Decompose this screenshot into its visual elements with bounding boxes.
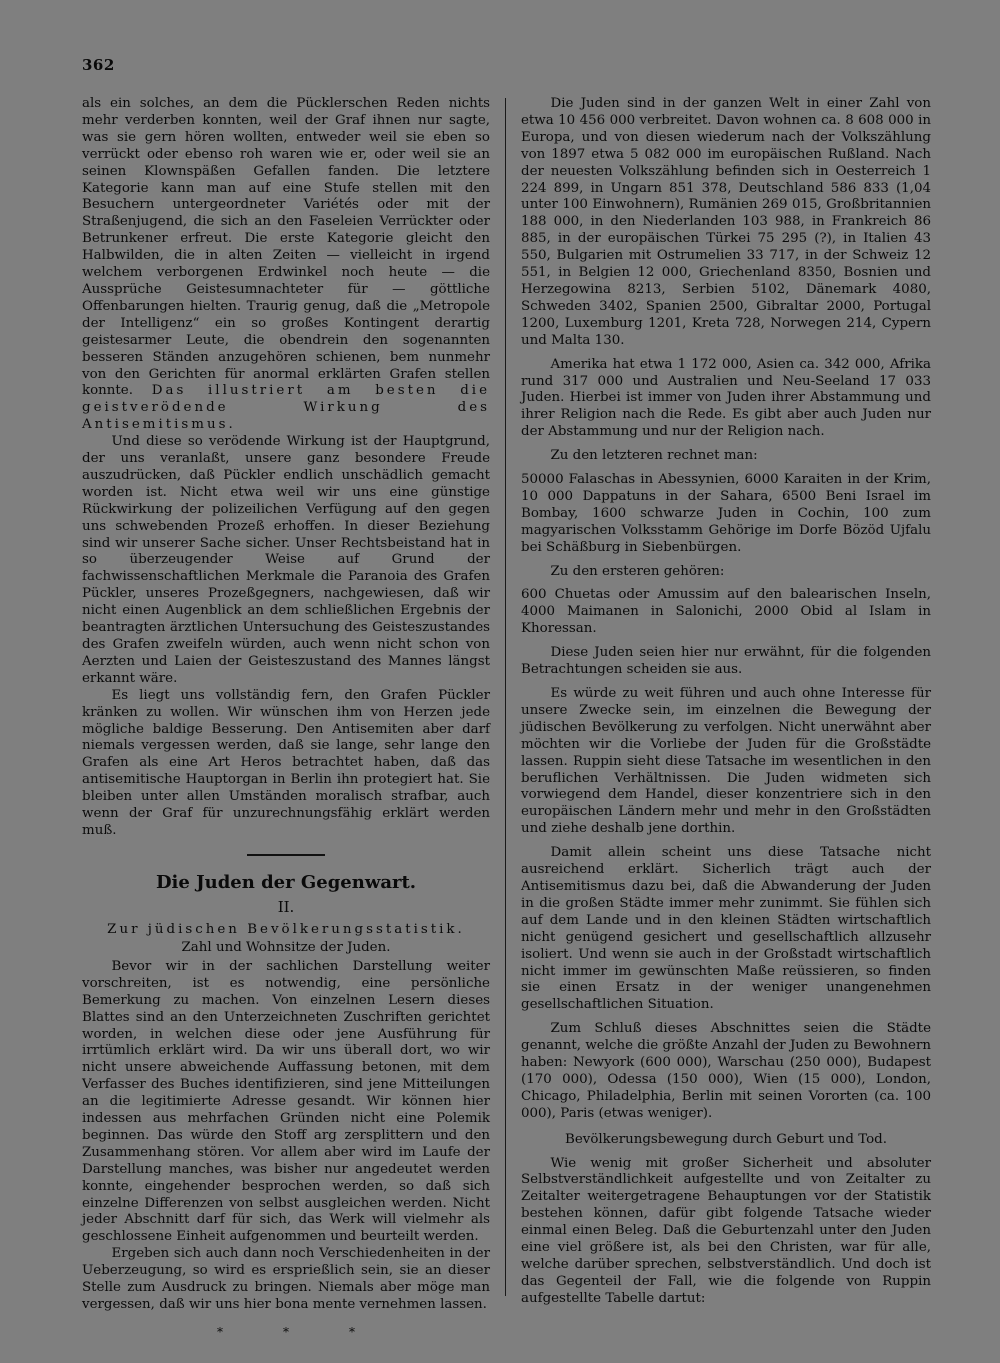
right-paragraph-5: Zu den ersteren gehören: xyxy=(550,563,725,579)
left-paragraph-5: Ergeben sich auch dann noch Verschiedenheiten in der Ueberzeugung, so wird es ersprießlich sein, sie an dieser Stelle zum Ausdruck zu bringen. Niemals aber möge man vergessen, daß wir uns hier bona mente vernehmen lassen. xyxy=(82,1246,490,1312)
left-paragraph-1-spaced-text: Das illustriert am besten die geistverödende Wirkung des Antisemitismus. xyxy=(82,383,490,433)
right-paragraph-10: Zum Schluß dieses Abschnittes seien die Städte genannt, welche die größte Anzahl der Juden zu Bewohnern haben: Newyork (600 000), Warschau (250 000), Budapest (170 000), Odessa (150 000), Wien (15 000), London, Chicago, Philadelphia, Berlin mit seinen Vororten (ca. 100 000), Paris (etwas weniger). xyxy=(521,1021,931,1121)
right-paragraph-6: 600 Chuetas oder Amussim auf den balearischen Inseln, 4000 Maimanen in Salonichi, 2000 Obid al Islam in Khoressan. xyxy=(521,587,931,637)
left-paragraph-1 xyxy=(82,96,490,434)
left-paragraph-1-text: als ein solches, an dem die Pücklerschen Reden nichts mehr verderben konnten, weil der Graf ihnen nur sagte, was sie gern hören wollten, entweder weil sie eben so verrückt oder ebenso roh waren wie er, oder weil sie an seinen Klownspäßen Gefallen fanden. Die letztere Kategorie kann man auf eine Stufe stellen mit den Besuchern untergeordneter Variétés oder mit der Straßenjugend, die sich an den Faseleien Verrückter oder Betrunkener erfreut. Die erste Kategorie gleicht den Halbwilden, die in alten Zeiten — vielleicht in irgend welchem verborgenen Erdwinkel noch heute — die Aussprüche Geistesumnachteter für — göttliche Offenbarungen hielten. Traurig genug, daß die „Metropole der Intelligenz“ ein so großes Kontingent derartig geistesarmer Leute, die obendrein den sogenannten besseren Ständen anzugehören schienen, bem nunmehr von den Gerichten für anormal erklärten Grafen stellen konnte. xyxy=(82,96,490,399)
right-paragraph-11: Wie wenig mit großer Sicherheit und absoluter Selbstverständlichkeit aufgestellte und von Zeitalter zu Zeitalter weitergetragene Behauptungen vor der Statistik bestehen können, dafür gibt folgende Tatsache wieder einmal einen Beleg. Daß die Geburtenzahl unter den Juden eine viel größere ist, als bei den Christen, war für alle, welche darüber sprechen, selbstverständlich. Und doch ist das Gegenteil der Fall, wie die folgende von Ruppin aufgestellte Tabelle dartut: xyxy=(521,1155,931,1306)
asterisk-3: * xyxy=(349,1324,355,1339)
right-paragraph-8: Es würde zu weit führen und auch ohne Interesse für unsere Zwecke sein, im einzelnen die Bewegung der jüdischen Bevölkerung zu verfolgen. Nicht unerwähnt aber möchten wir die Vorliebe der Juden für die Großstädte lassen. Ruppin sieht diese Tatsache im wesentlichen in den beruflichen Verhältnissen. Die Juden widmeten sich vorwiegend dem Handel, dieser konzentriere sich in den europäischen Ländern mehr und mehr in den Großstädten und ziehe deshalb jene dorthin. xyxy=(521,686,931,837)
right-paragraph-1: Die Juden sind in der ganzen Welt in einer Zahl von etwa 10 456 000 verbreitet. Davon wohnen ca. 8 608 000 in Europa, und von diesen wiederum nach der Volkszählung von 1897 etwa 5 082 000 im europäischen Rußland. Nach der neuesten Volkszählung befinden sich in Oesterreich 1 224 899, in Ungarn 851 378, Deutschland 586 833 (1,04 unter 100 Einwohnern), Rumänien 269 015, Großbritannien 188 000, in den Niederlanden 103 988, in Frankreich 86 885, in der europäischen Türkei 75 295 (?), in Italien 43 550, Bulgarien mit Ostrumelien 33 717, in der Schweiz 12 551, in Belgien 12 000, Griechenland 8350, Bosnien und Herzegowina 8213, Serbien 5102, Dänemark 4080, Schweden 3402, Spanien 2500, Gibraltar 2000, Portugal 1200, Luxemburg 1201, Kreta 728, Norwegen 214, Cypern und Malta 130. xyxy=(521,96,931,348)
left-paragraph-3: Es liegt uns vollständig fern, den Grafen Pückler kränken zu wollen. Wir wünschen ihm von Herzen jede mögliche baldige Besserung. Den Antisemiten aber darf niemals vergessen werden, daß sie lange, sehr lange den Grafen als eine Art Heros betrachtet haben, daß das antisemitische Hauptorgan in Berlin ihn protegiert hat. Sie bleiben unter allen Umständen moralisch strafbar, auch wenn der Graf für unzurechnungsfähig erklärt werden muß. xyxy=(82,687,490,838)
section-heading: Bevölkerungsbewegung durch Geburt und Tod. xyxy=(564,1131,888,1147)
right-paragraph-9: Damit allein scheint uns diese Tatsache nicht ausreichend erklärt. Sicherlich trägt auch der Antisemitismus dazu bei, daß die Abwanderung der Juden in die großen Städte immer mehr zunimmt. Sie fühlen sich auf dem Lande und in den kleinen Städten wirtschaftlich nicht genügend gesichert und gesellschaftlich allzusehr isoliert. Und wenn sie auch in der Großstadt wirtschaftlich nicht immer im gewünschten Maße reüssieren, so finden sie einen Ersatz in der weniger unangenehmen gesellschaftlichen Situation. xyxy=(521,845,931,1013)
left-paragraph-4: Bevor wir in der sachlichen Darstellung weiter vorschreiten, ist es notwendig, eine persönliche Bemerkung zu machen. Von einzelnen Lesern dieses Blattes sind an den Unterzeichneten Zuschriften gerichtet worden, in welchen diese oder jene Ausführung für irrtümlich erklärt wird. Da wir uns überall dort, wo wir nicht unsere abweichende Auffassung betonen, mit dem Verfasser des Buches identifizieren, sind jene Mitteilungen an die legitimierte Adresse gesandt. Wir können hier indessen aus mehrfachen Gründen nicht eine Polemik beginnen. Das würde den Stoff arg zersplittern und den Zusammenhang stören. Vor allem aber wird im Laufe der Darstellung manches, was bisher nur angedeutet werden konnte, eingehender besprochen werden, so daß sich einzelne Differenzen von selbst ausgleichen werden. Nicht jeder Abschnitt darf für sich, das Werk will vielmehr als geschlossene Einheit aufgenommen und beurteilt werden. xyxy=(82,958,490,1245)
section-divider xyxy=(247,854,325,856)
column-divider xyxy=(505,98,506,1296)
article-subtitle-2: Zahl und Wohnsitze der Juden. xyxy=(181,939,391,955)
asterism xyxy=(82,1324,490,1341)
article-part-number: II. xyxy=(277,897,295,916)
right-paragraph-4: 50000 Falaschas in Abessynien, 6000 Karaiten in der Krim, 10 000 Dappatuns in der Sahara, 6500 Beni Israel im Bombay, 1600 schwarze Juden in Cochin, 100 zum magyarischen Volksstamm Gehörige im Dorfe Bözöd Ujfalu bei Schäßburg in Siebenbürgen. xyxy=(521,472,931,555)
right-paragraph-2: Amerika hat etwa 1 172 000, Asien ca. 342 000, Afrika rund 317 000 und Australien und Neu-Seeland 17 033 Juden. Hierbei ist immer von Juden ihrer Abstammung und ihrer Religion nach die Rede. Es gibt aber auch Juden nur der Abstammung und nur der Religion nach. xyxy=(521,356,931,440)
right-paragraph-7: Diese Juden seien hier nur erwähnt, für die folgenden Betrachtungen scheiden sie aus. xyxy=(521,645,931,678)
left-column xyxy=(82,96,490,1341)
article-title: Die Juden der Gegenwart. xyxy=(155,871,417,893)
right-column xyxy=(521,96,931,1308)
asterisk-1: * xyxy=(217,1324,223,1339)
asterisk-2: * xyxy=(283,1324,289,1339)
article-subtitle: Zur jüdischen Bevölkerungsstatistik. xyxy=(107,921,465,937)
right-paragraph-3: Zu den letzteren rechnet man: xyxy=(550,448,758,464)
left-paragraph-2: Und diese so verödende Wirkung ist der Hauptgrund, der uns veranlaßt, unsere ganz besondere Freude auszudrücken, daß Pückler endlich unschädlich gemacht worden ist. Nicht etwa weil wir uns eine günstige Rückwirkung der polizeilichen Verfügung auf den gegen uns schwebenden Prozeß erhoffen. In dieser Beziehung sind wir unserer Sache sicher. Unser Rechtsbeistand hat in so überzeugender Weise auf Grund der fachwissenschaftlichen Merkmale die Paranoia des Grafen Pückler, unseres Prozeßgegners, nachgewiesen, daß wir nicht einen Augenblick an dem schließlichen Ergebnis der beantragten ärztlichen Untersuchung des Geisteszustandes des Grafen zweifeln würden, auch wenn nicht schon von Aerzten und Laien der Geisteszustand des Mannes längst erkannt wäre. xyxy=(82,434,490,686)
page-number: 362 xyxy=(82,56,115,74)
